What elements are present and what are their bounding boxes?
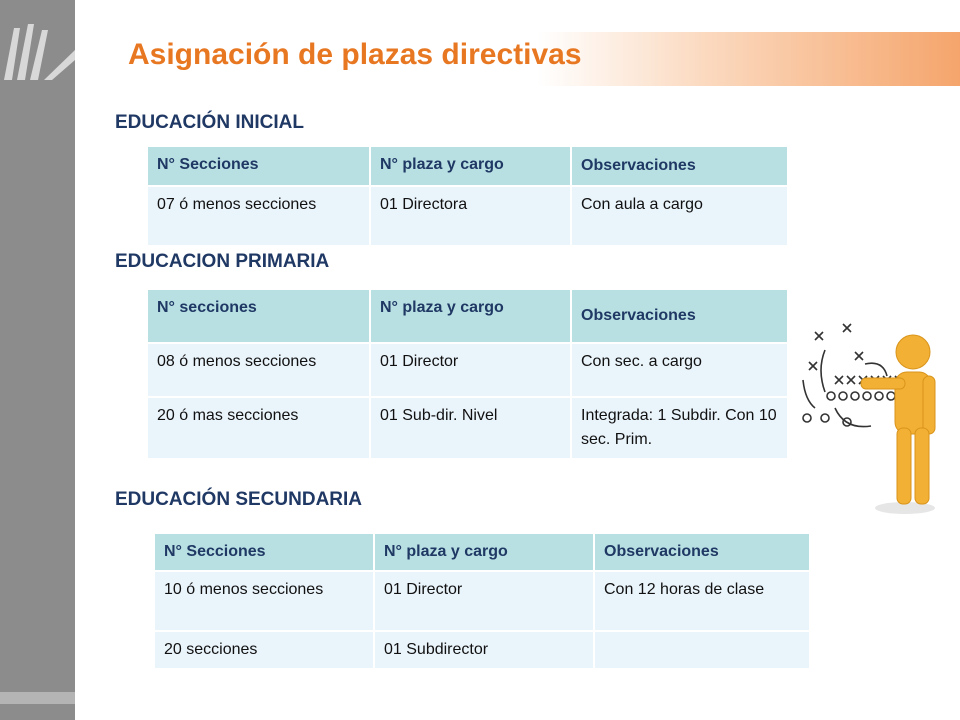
section-heading-secundaria: EDUCACIÓN SECUNDARIA — [115, 489, 363, 510]
header-cell: N° Secciones — [147, 146, 370, 186]
table-cell: 01 Director — [370, 343, 571, 397]
table-header-row — [154, 533, 810, 571]
strategy-person-icon — [795, 320, 955, 520]
table-row — [147, 343, 788, 397]
logo-icon — [0, 20, 75, 85]
header-cell: N° plaza y cargo — [374, 533, 594, 571]
table-row — [154, 631, 810, 669]
header-cell: Observaciones — [571, 289, 788, 343]
table-cell: 01 Subdirector — [374, 631, 594, 669]
header-cell: N° plaza y cargo — [370, 289, 571, 343]
table-inicial — [146, 145, 789, 247]
table-cell: 07 ó menos secciones — [147, 186, 370, 246]
table-cell: Con aula a cargo — [571, 186, 788, 246]
table-row — [154, 571, 810, 631]
header-cell: N° Secciones — [154, 533, 374, 571]
section-heading-inicial: EDUCACIÓN INICIAL — [115, 112, 304, 133]
page-title: Asignación de plazas directivas — [128, 38, 582, 71]
table-row — [147, 397, 788, 459]
sidebar-strip — [0, 692, 75, 704]
table-cell: Integrada: 1 Subdir. Con 10 sec. Prim. — [571, 397, 788, 459]
table-cell: 01 Sub-dir. Nivel — [370, 397, 571, 459]
table-cell: 01 Directora — [370, 186, 571, 246]
header-cell: Observaciones — [571, 146, 788, 186]
table-cell — [594, 631, 810, 669]
sidebar-panel — [0, 0, 75, 720]
table-header-row — [147, 289, 788, 343]
table-row — [147, 186, 788, 246]
table-cell: 08 ó menos secciones — [147, 343, 370, 397]
table-secundaria — [153, 532, 811, 670]
header-cell: N° plaza y cargo — [370, 146, 571, 186]
header-cell: Observaciones — [594, 533, 810, 571]
table-cell: Con sec. a cargo — [571, 343, 788, 397]
table-cell: 20 secciones — [154, 631, 374, 669]
table-header-row — [147, 146, 788, 186]
table-cell: Con 12 horas de clase — [594, 571, 810, 631]
header-cell: N° secciones — [147, 289, 370, 343]
section-heading-primaria: EDUCACION PRIMARIA — [115, 251, 330, 272]
table-primaria — [146, 288, 789, 460]
table-cell: 20 ó mas secciones — [147, 397, 370, 459]
table-cell: 10 ó menos secciones — [154, 571, 374, 631]
table-cell: 01 Director — [374, 571, 594, 631]
